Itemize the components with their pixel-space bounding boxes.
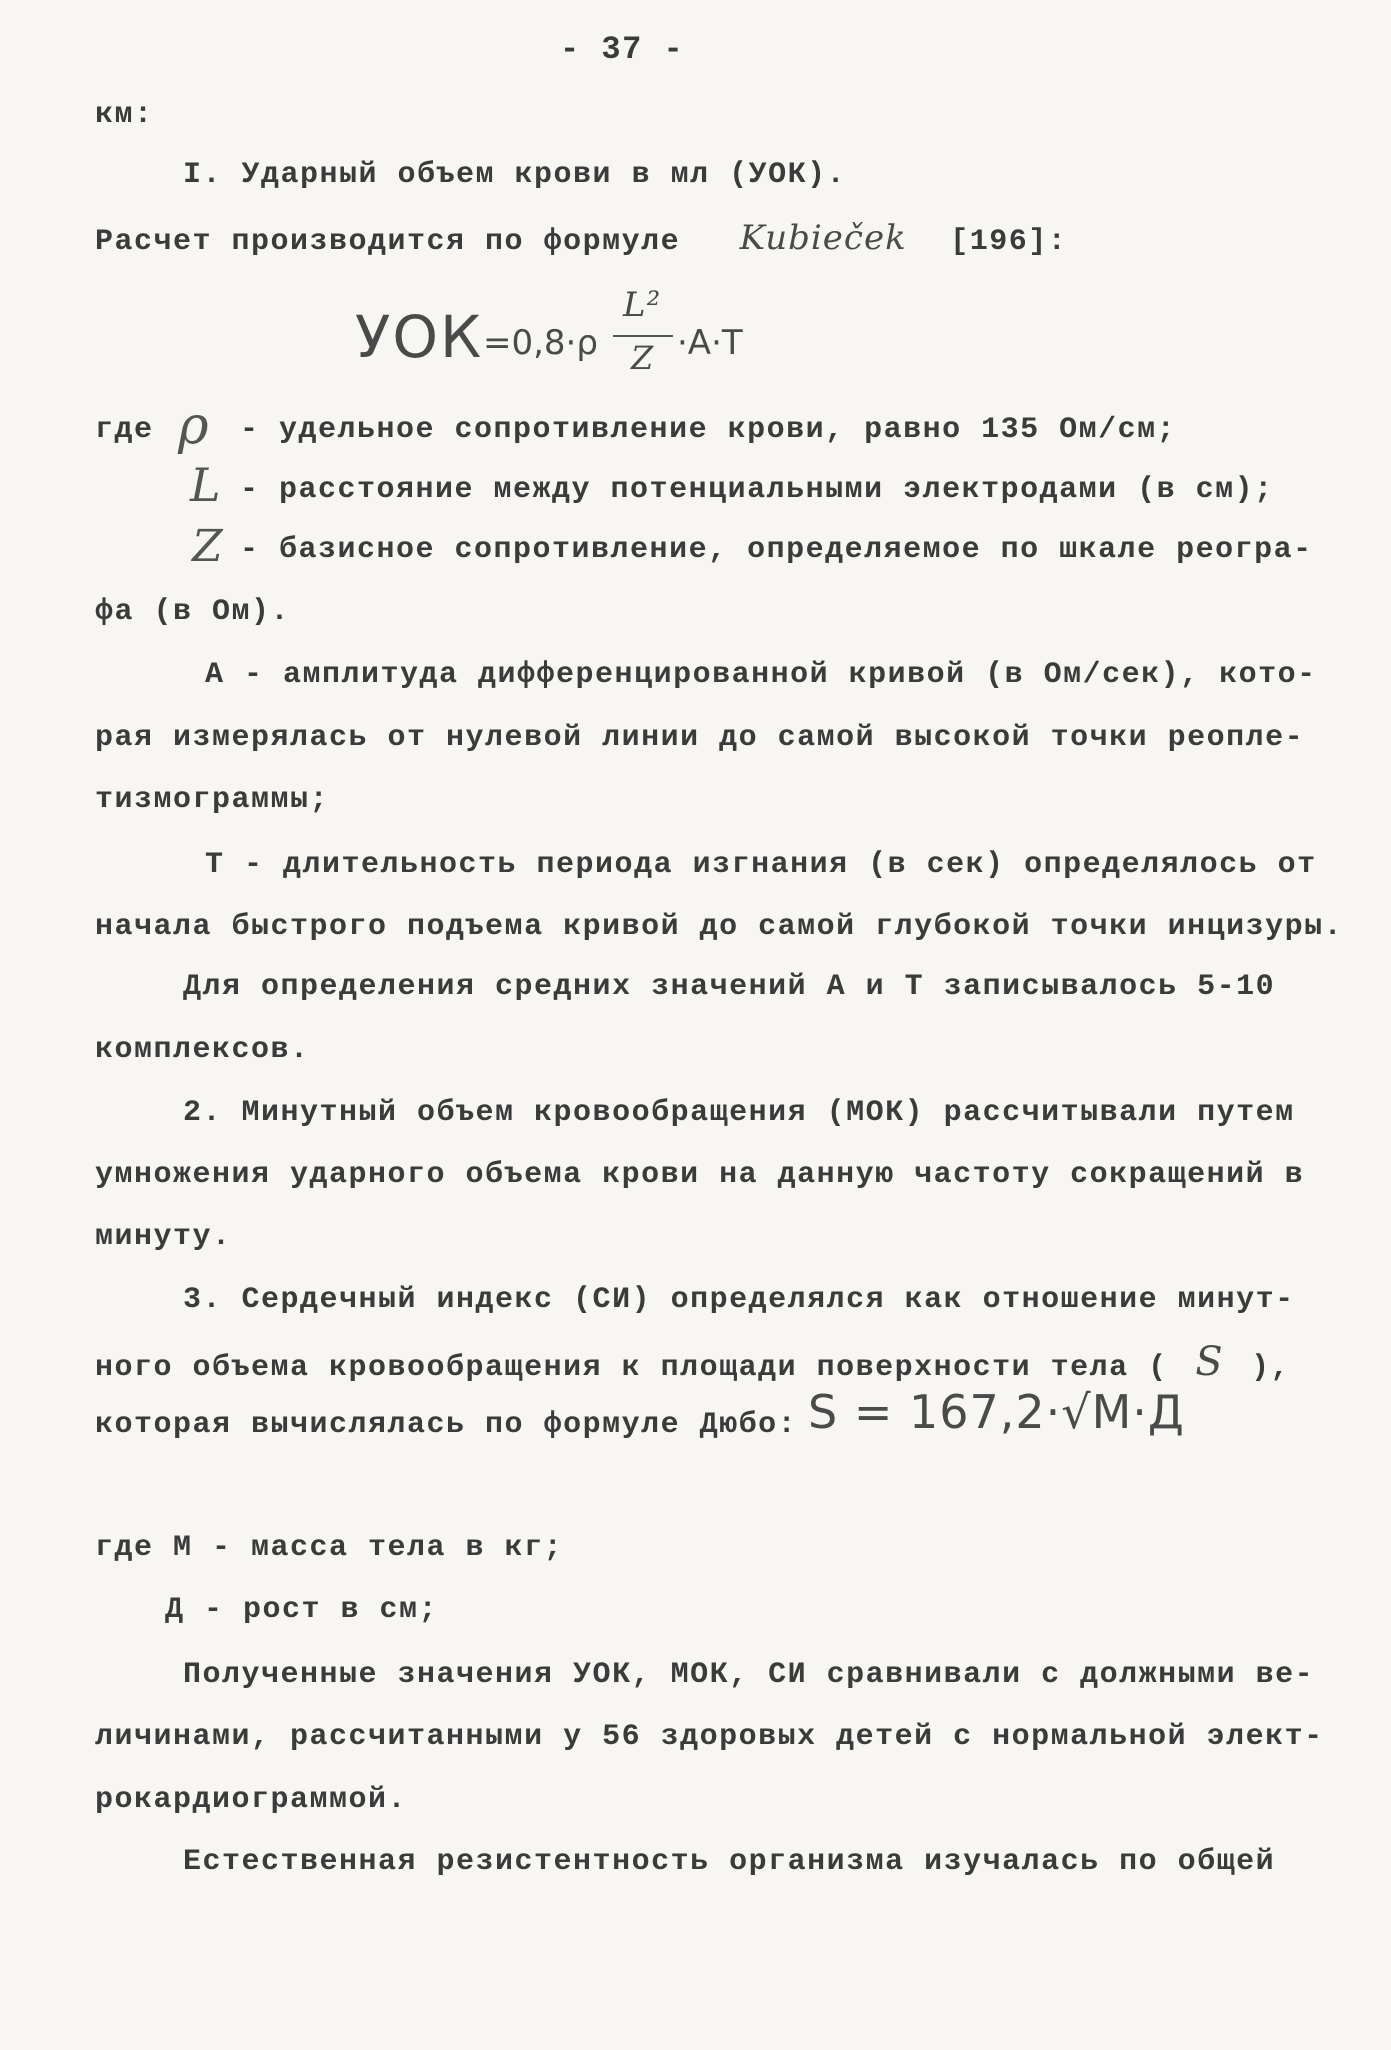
text-line: минуту. — [95, 1220, 232, 1254]
handwritten-author: Kubieček — [739, 218, 907, 258]
text-line: - базисное сопротивление, определяемое по шкале реогра- — [240, 533, 1313, 567]
section-heading: I. Ударный объем крови в мл (УОК). — [183, 158, 847, 192]
page-number: - 37 - — [560, 31, 685, 68]
text-line — [95, 218, 1067, 262]
text-line: личинами, рассчитанными у 56 здоровых детей с нормальной элект- — [95, 1720, 1324, 1754]
text-fragment: ного объема кровообращения к площади поверхности тела ( — [95, 1351, 1168, 1385]
formula-dubois: S = 167,2·√М·Д — [808, 1385, 1185, 1439]
formula-numerator: L² — [623, 285, 662, 325]
text-line: Естественная резистентность организма изучалась по общей — [183, 1845, 1276, 1879]
text-line: где — [95, 413, 154, 447]
reference-number: [196]: — [950, 225, 1068, 259]
formula-denominator: Z — [631, 339, 655, 377]
formula-rest: ·A·T — [677, 323, 743, 363]
text-line: где М - масса тела в кг; — [95, 1531, 564, 1565]
symbol-rho: ρ — [178, 396, 209, 456]
text-fragment: Расчет производится по формуле — [95, 225, 681, 259]
formula-coefficient: =0,8·ρ — [483, 323, 598, 363]
text-line: тизмограммы; — [95, 783, 330, 817]
text-line: которая вычислялась по формуле Дюбо: — [95, 1408, 798, 1442]
symbol-L: L — [190, 458, 221, 512]
symbol-Z: Z — [192, 521, 223, 572]
section-heading: 3. Сердечный индекс (СИ) определялся как отношение минут- — [183, 1283, 1295, 1317]
text-line — [95, 1339, 1291, 1388]
symbol-S: S — [1195, 1339, 1224, 1385]
text-line: Полученные значения УОК, МОК, СИ сравнивали с должными ве- — [183, 1658, 1315, 1692]
text-line: комплексов. — [95, 1033, 310, 1067]
text-fragment: ), — [1251, 1351, 1291, 1385]
text-line: км: — [95, 98, 154, 132]
text-line: - удельное сопротивление крови, равно 135 Ом/см; — [240, 413, 1177, 447]
text-line: начала быстрого подъема кривой до самой глубокой точки инцизуры. — [95, 910, 1344, 944]
fraction-bar — [613, 335, 673, 337]
text-line: фа (в Ом). — [95, 595, 291, 629]
section-heading: 2. Минутный объем кровообращения (МОК) рассчитывали путем — [183, 1096, 1295, 1130]
text-line: умножения ударного объема крови на данную частоту сокращений в — [95, 1158, 1305, 1192]
text-line: А - амплитуда дифференцированной кривой (в Ом/сек), кото- — [205, 658, 1317, 692]
text-line: рокардиограммой. — [95, 1783, 408, 1817]
formula-lhs: УОК — [355, 303, 484, 371]
text-line: рая измерялась от нулевой линии до самой высокой точки реопле- — [95, 721, 1305, 755]
text-line: Для определения средних значений А и Т записывалось 5-10 — [183, 970, 1276, 1004]
text-line: Т - длительность периода изгнания (в сек) определялось от — [205, 848, 1317, 882]
text-line: Д - рост в см; — [165, 1593, 439, 1627]
formula-uok — [355, 285, 795, 385]
text-line: - расстояние между потенциальными электродами (в см); — [240, 473, 1274, 507]
